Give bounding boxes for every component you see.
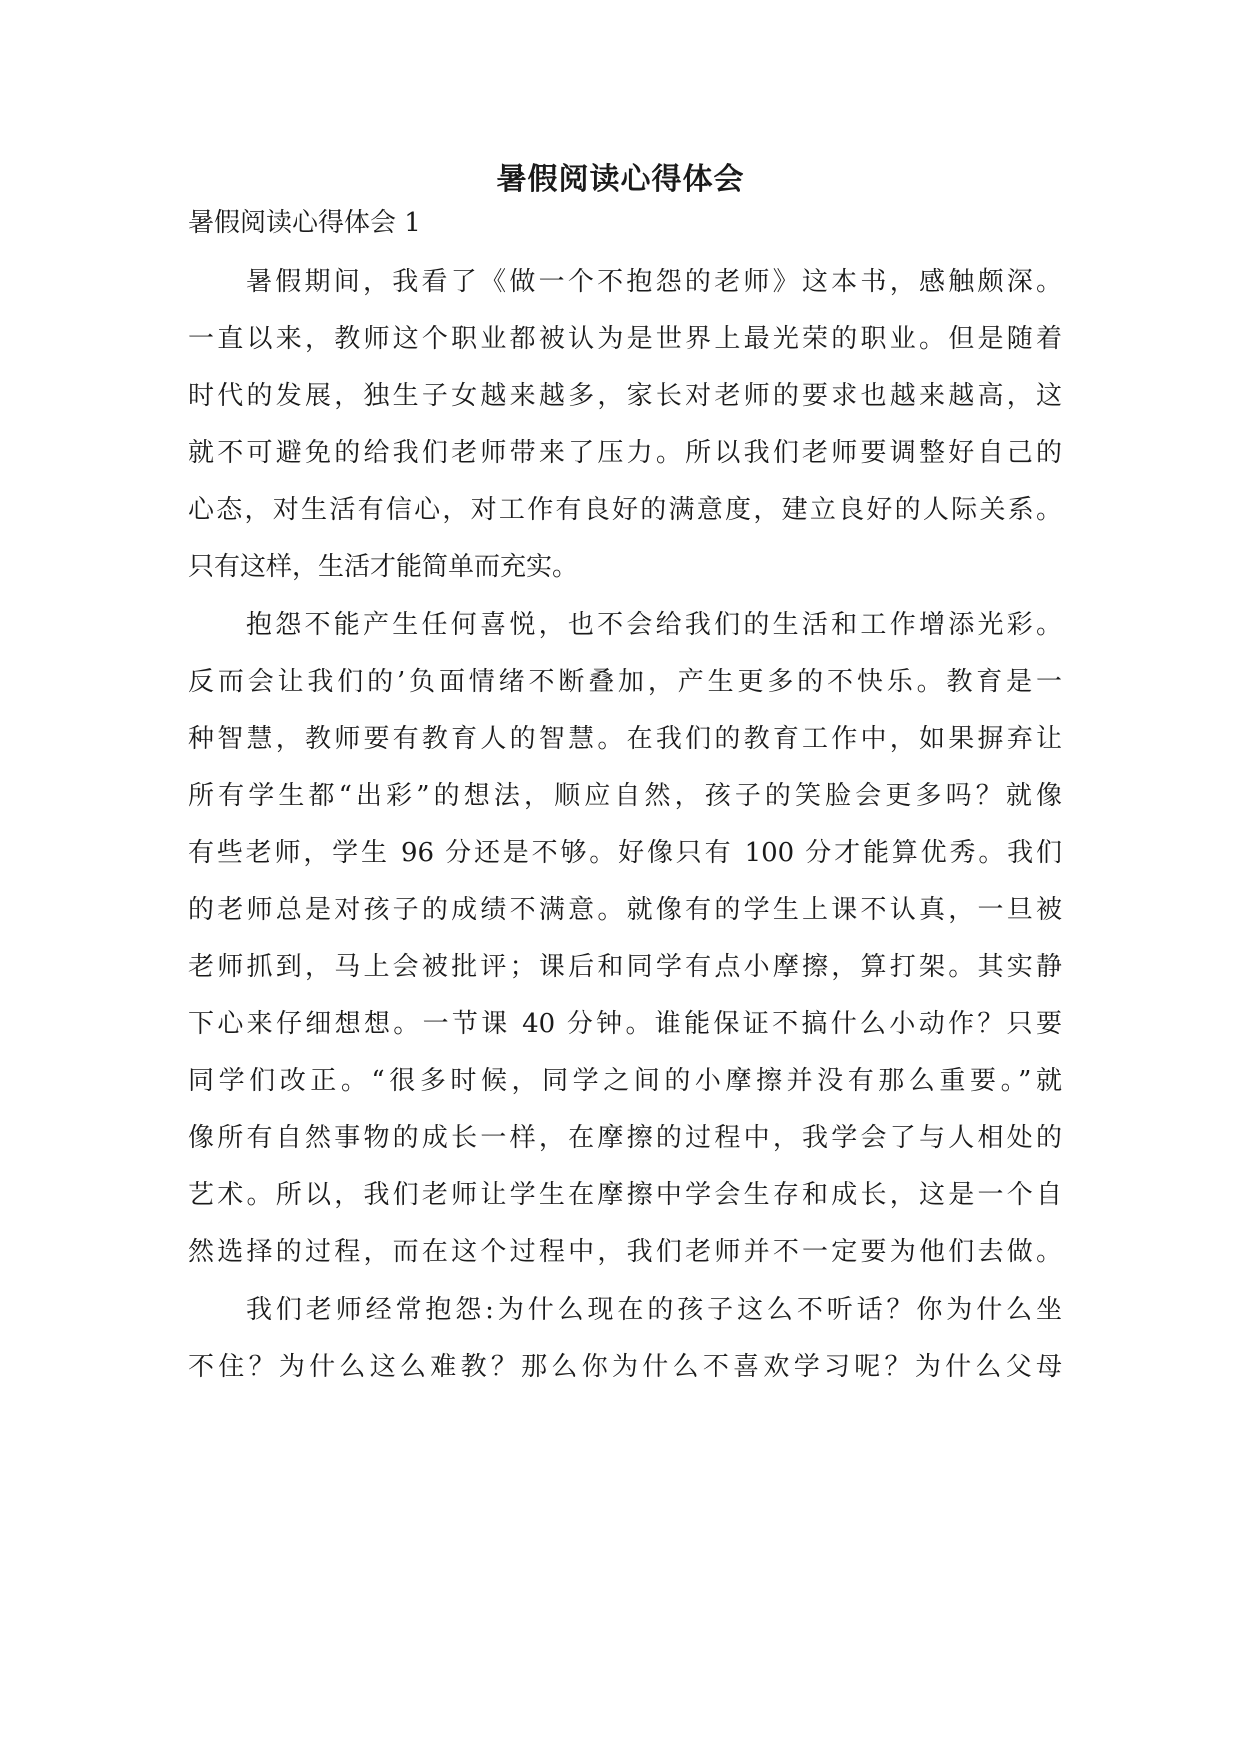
paragraph-line: 只有这样，生活才能简单而充实。 xyxy=(188,552,579,582)
paragraph-line: 心态，对生活有信心，对工作有良好的满意度，建立良好的人际关系。 xyxy=(188,495,1062,525)
section-heading: 暑假阅读心得体会 1 xyxy=(188,208,421,238)
paragraph-line: 然选择的过程，而在这个过程中，我们老师并不一定要为他们去做。 xyxy=(188,1237,1062,1267)
paragraph-line: 有些老师，学生 96 分还是不够。好像只有 100 分才能算优秀。我们 xyxy=(188,838,1062,868)
paragraph-line: 反而会让我们的’负面情绪不断叠加，产生更多的不快乐。教育是一 xyxy=(188,667,1062,697)
paragraph-line: 艺术。所以，我们老师让学生在摩擦中学会生存和成长，这是一个自 xyxy=(188,1180,1062,1210)
paragraph-line: 暑假期间，我看了《做一个不抱怨的老师》这本书，感触颇深。 xyxy=(246,267,1062,297)
paragraph-line: 像所有自然事物的成长一样，在摩擦的过程中，我学会了与人相处的 xyxy=(188,1123,1062,1153)
paragraph-line: 同学们改正。“很多时候，同学之间的小摩擦并没有那么重要。”就 xyxy=(188,1066,1062,1096)
paragraph-line: 时代的发展，独生子女越来越多，家长对老师的要求也越来越高，这 xyxy=(188,381,1062,411)
paragraph-line: 不住？为什么这么难教？那么你为什么不喜欢学习呢？为什么父母 xyxy=(188,1352,1062,1382)
paragraph-line: 抱怨不能产生任何喜悦，也不会给我们的生活和工作增添光彩。 xyxy=(246,610,1062,640)
paragraph-line: 就不可避免的给我们老师带来了压力。所以我们老师要调整好自己的 xyxy=(188,438,1062,468)
paragraph-line: 老师抓到，马上会被批评；课后和同学有点小摩擦，算打架。其实静 xyxy=(188,952,1062,982)
paragraph-line: 的老师总是对孩子的成绩不满意。就像有的学生上课不认真，一旦被 xyxy=(188,895,1062,925)
paragraph-line: 种智慧，教师要有教育人的智慧。在我们的教育工作中，如果摒弃让 xyxy=(188,724,1062,754)
paragraph-line: 一直以来，教师这个职业都被认为是世界上最光荣的职业。但是随着 xyxy=(188,324,1062,354)
paragraph-line: 我们老师经常抱怨:为什么现在的孩子这么不听话？你为什么坐 xyxy=(246,1295,1062,1325)
paragraph-line: 所有学生都“出彩”的想法，顺应自然，孩子的笑脸会更多吗？就像 xyxy=(188,781,1062,811)
paragraph-line: 下心来仔细想想。一节课 40 分钟。谁能保证不搞什么小动作？只要 xyxy=(188,1009,1062,1039)
document-title: 暑假阅读心得体会 xyxy=(496,162,745,197)
